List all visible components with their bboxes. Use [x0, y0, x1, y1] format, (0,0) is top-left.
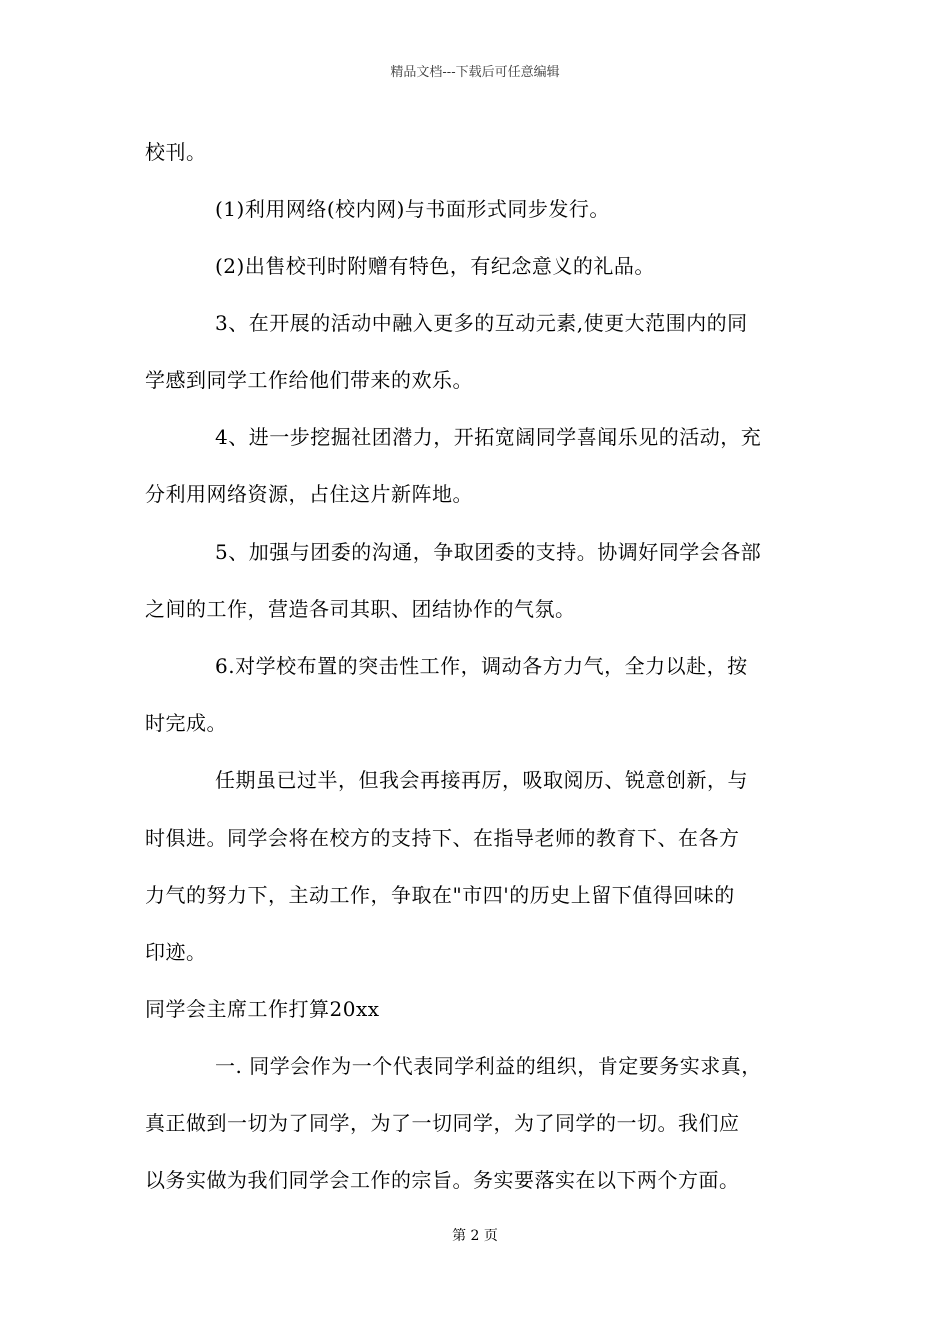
text-line: 3、在开展的活动中融入更多的互动元素,使更大范围内的同: [215, 311, 748, 335]
text-line: 真正做到一切为了同学，为了一切同学，为了同学的一切。我们应: [145, 1111, 740, 1135]
text-line: 校刊。: [145, 140, 207, 164]
section-heading: 同学会主席工作打算20xx: [145, 997, 380, 1021]
page-number: 第 2 页: [452, 1228, 498, 1244]
text-line: 5、加强与团委的沟通，争取团委的支持。协调好同学会各部: [215, 540, 762, 564]
text-line: 时完成。: [145, 711, 227, 735]
text-line: 以务实做为我们同学会工作的宗旨。务实要落实在以下两个方面。: [145, 1168, 740, 1192]
text-line: 印迹。: [145, 940, 207, 964]
text-line: 任期虽已过半，但我会再接再厉，吸取阅历、锐意创新，与: [215, 768, 748, 792]
text-line: 之间的工作，营造各司其职、团结协作的气氛。: [145, 597, 576, 621]
text-line: (1)利用网络(校内网)与书面形式同步发行。: [215, 197, 610, 221]
text-line: 一. 同学会作为一个代表同学利益的组织，肯定要务实求真，: [215, 1054, 762, 1078]
text-line: (2)出售校刊时附赠有特色，有纪念意义的礼品。: [215, 254, 655, 278]
text-line: 时俱进。同学会将在校方的支持下、在指导老师的教育下、在各方: [145, 826, 740, 850]
text-line: 学感到同学工作给他们带来的欢乐。: [145, 368, 473, 392]
text-line: 6.对学校布置的突击性工作，调动各方力气，全力以赴，按: [215, 654, 748, 678]
text-line: 分利用网络资源，占住这片新阵地。: [145, 482, 473, 506]
text-line: 力气的努力下，主动工作，争取在"市四'的历史上留下值得回味的: [145, 883, 735, 907]
text-line: 4、进一步挖掘社团潜力，开拓宽阔同学喜闻乐见的活动，充: [215, 425, 762, 449]
page-header: 精品文档---下载后可任意编辑: [390, 65, 560, 80]
